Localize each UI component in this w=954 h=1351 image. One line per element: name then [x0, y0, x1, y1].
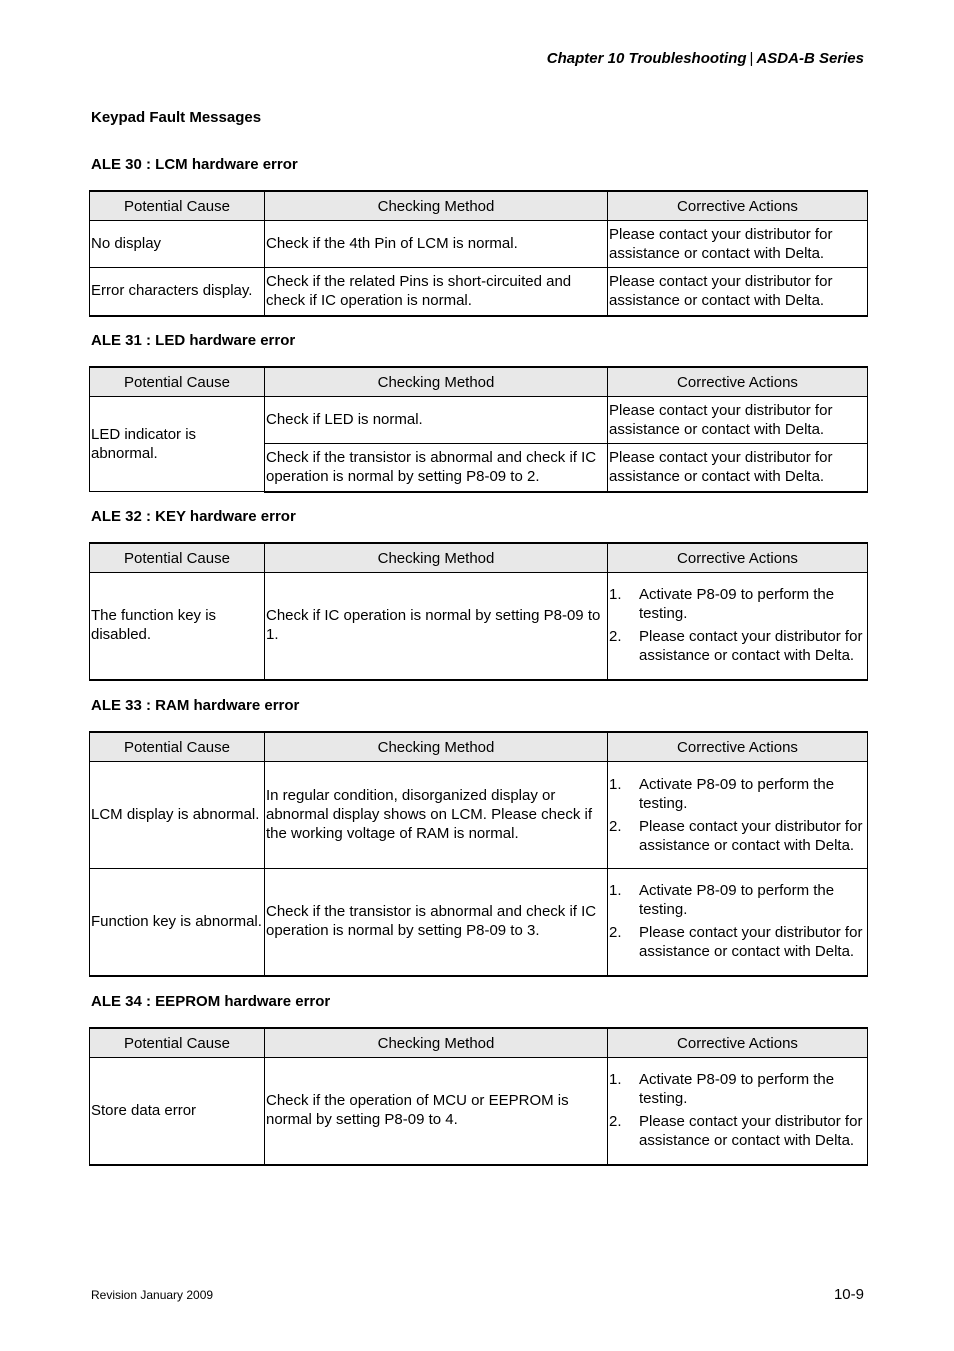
action-cell: [608, 573, 868, 680]
header-method: Checking Method: [265, 1028, 608, 1058]
step-number: 2.: [609, 817, 622, 835]
cause-cell: The function key is disabled.: [90, 573, 265, 680]
action-cell: Please contact your distributor for assistance or contact with Delta.: [608, 444, 868, 492]
action-steps: [609, 775, 866, 855]
action-cell: [608, 869, 868, 976]
table-header-row: [90, 367, 868, 397]
step-number: 1.: [609, 775, 622, 793]
table-row: [90, 762, 868, 869]
table-row: [90, 869, 868, 976]
section-ale-33: [89, 697, 867, 977]
fault-table: [89, 190, 868, 317]
step-text: Activate P8-09 to perform the testing.: [639, 1071, 835, 1108]
table-header-row: [90, 1028, 868, 1058]
cause-cell: Store data error: [90, 1058, 265, 1165]
section-ale-34: [89, 993, 867, 1166]
step-number: 1.: [609, 1071, 622, 1089]
step-number: 1.: [609, 586, 622, 604]
header-method: Checking Method: [265, 543, 608, 573]
fault-table: [89, 366, 868, 493]
step-number: 2.: [609, 924, 622, 942]
cause-cell: No display: [90, 221, 265, 268]
header-action: Corrective Actions: [608, 191, 868, 221]
table-header-row: [90, 543, 868, 573]
section-title: ALE 34 : EEPROM hardware error: [91, 993, 331, 1010]
method-cell: Check if the related Pins is short-circuited and check if IC operation is normal.: [265, 268, 608, 316]
action-cell: [608, 762, 868, 869]
section-title: ALE 33 : RAM hardware error: [91, 697, 300, 714]
header-cause: Potential Cause: [90, 367, 265, 397]
header-action: Corrective Actions: [608, 732, 868, 762]
header-cause: Potential Cause: [90, 191, 265, 221]
action-step: [609, 1112, 866, 1150]
action-step: [609, 775, 866, 813]
fault-table: [89, 542, 868, 681]
step-text: Please contact your distributor for assistance or contact with Delta.: [639, 1113, 863, 1150]
method-cell: In regular condition, disorganized display or abnormal display shows on LCM. Please check if the working voltage of RAM is normal.: [265, 762, 608, 869]
page-number: 10-9: [833, 1286, 864, 1303]
header-cause: Potential Cause: [90, 1028, 265, 1058]
series-name: ASDA-B Series: [756, 50, 864, 67]
action-cell: [608, 1058, 868, 1165]
section-ale-31: [89, 332, 867, 493]
section-ale-32: [89, 508, 867, 681]
step-text: Please contact your distributor for assistance or contact with Delta.: [639, 924, 863, 961]
fault-table: [89, 731, 868, 977]
section-title: ALE 31 : LED hardware error: [91, 332, 296, 349]
step-text: Activate P8-09 to perform the testing.: [639, 775, 835, 812]
action-step: [609, 627, 866, 665]
table-row: [90, 397, 868, 444]
section-title: ALE 30 : LCM hardware error: [91, 156, 298, 173]
step-number: 1.: [609, 882, 622, 900]
header-action: Corrective Actions: [608, 543, 868, 573]
action-step: [609, 817, 866, 855]
action-step: [609, 881, 866, 919]
action-step: [609, 1070, 866, 1108]
header-action: Corrective Actions: [608, 367, 868, 397]
step-text: Please contact your distributor for assistance or contact with Delta.: [639, 628, 863, 665]
header-method: Checking Method: [265, 191, 608, 221]
step-text: Please contact your distributor for assistance or contact with Delta.: [639, 817, 863, 854]
action-step: [609, 585, 866, 623]
revision-date: Revision January 2009: [91, 1288, 214, 1302]
cause-cell: Error characters display.: [90, 268, 265, 316]
method-cell: Check if the transistor is abnormal and check if IC operation is normal by setting P8-09 to 3.: [265, 869, 608, 976]
table-header-row: [90, 732, 868, 762]
section-title: ALE 32 : KEY hardware error: [91, 508, 296, 525]
header-action: Corrective Actions: [608, 1028, 868, 1058]
cause-cell: LED indicator is abnormal.: [90, 397, 265, 492]
action-steps: [609, 881, 866, 961]
header-cause: Potential Cause: [90, 732, 265, 762]
header-method: Checking Method: [265, 732, 608, 762]
fault-table: [89, 1027, 868, 1166]
table-row: [90, 268, 868, 316]
method-cell: Check if LED is normal.: [265, 397, 608, 444]
action-cell: Please contact your distributor for assistance or contact with Delta.: [608, 397, 868, 444]
cause-cell: LCM display is abnormal.: [90, 762, 265, 869]
action-cell: Please contact your distributor for assistance or contact with Delta.: [608, 221, 868, 268]
chapter-title: Chapter 10 Troubleshooting: [546, 50, 747, 67]
method-cell: Check if the transistor is abnormal and check if IC operation is normal by setting P8-09 to 2.: [265, 444, 608, 492]
cause-cell: Function key is abnormal.: [90, 869, 265, 976]
action-step: [609, 923, 866, 961]
action-steps: [609, 1070, 866, 1150]
method-cell: Check if the 4th Pin of LCM is normal.: [265, 221, 608, 268]
action-cell: Please contact your distributor for assistance or contact with Delta.: [608, 268, 868, 316]
step-number: 2.: [609, 628, 622, 646]
table-row: [90, 573, 868, 680]
step-number: 2.: [609, 1113, 622, 1131]
header-method: Checking Method: [265, 367, 608, 397]
page-header: [500, 50, 864, 67]
action-steps: [609, 585, 866, 665]
header-separator: |: [749, 50, 754, 67]
step-text: Activate P8-09 to perform the testing.: [639, 586, 835, 623]
table-row: [90, 221, 868, 268]
table-header-row: [90, 191, 868, 221]
header-cause: Potential Cause: [90, 543, 265, 573]
section-ale-30: [89, 156, 867, 317]
method-cell: Check if IC operation is normal by setting P8-09 to 1.: [265, 573, 608, 680]
table-row: [90, 1058, 868, 1165]
step-text: Activate P8-09 to perform the testing.: [639, 882, 835, 919]
method-cell: Check if the operation of MCU or EEPROM is normal by setting P8-09 to 4.: [265, 1058, 608, 1165]
doc-title: Keypad Fault Messages: [91, 109, 262, 126]
